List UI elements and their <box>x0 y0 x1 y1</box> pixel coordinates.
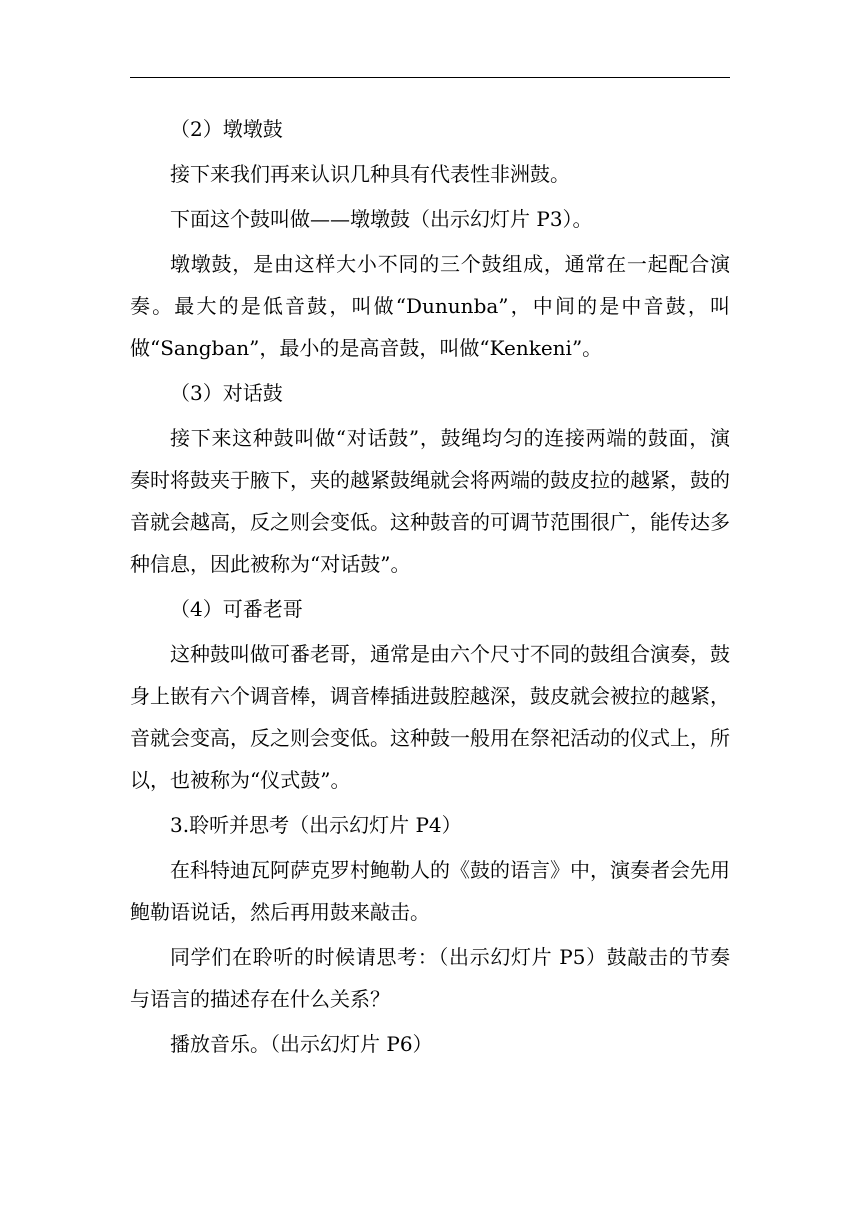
paragraph-talking-drum-description: 接下来这种鼓叫做“对话鼓”，鼓绳均匀的连接两端的鼓面，演奏时将鼓夹于腋下，夹的越紧鼓绳就会将两端的鼓皮拉的越紧，鼓的音就会越高，反之则会变低。这种鼓音的可调节范围很广，能传达多种信息，因此被称为“对话鼓”。 <box>130 426 730 576</box>
paragraph-intro-african-drums: 接下来我们再来认识几种具有代表性非洲鼓。 <box>170 162 570 186</box>
paragraph-dundun-description: 墩墩鼓，是由这样大小不同的三个鼓组成，通常在一起配合演奏。最大的是低音鼓，叫做“Dununba”，中间的是中音鼓，叫做“Sangban”，最小的是高音鼓，叫做“Kenkeni”。 <box>130 252 730 360</box>
paragraph-listening-question: 同学们在聆听的时候请思考：（出示幻灯片 P5）鼓敲击的节奏与语言的描述存在什么关系？ <box>130 945 730 1011</box>
paragraph-kpanlogo-description: 这种鼓叫做可番老哥，通常是由六个尺寸不同的鼓组合演奏，鼓身上嵌有六个调音棒，调音棒插进鼓腔越深，鼓皮就会被拉的越紧，音就会变高，反之则会变低。这种鼓一般用在祭祀活动的仪式上，所以，也被称为“仪式鼓”。 <box>130 642 730 792</box>
paragraph-play-music: 播放音乐。（出示幻灯片 P6） <box>170 1032 433 1056</box>
paragraph-language-of-drums: 在科特迪瓦阿萨克罗村鲍勒人的《鼓的语言》中，演奏者会先用鲍勒语说话，然后再用鼓来敲击。 <box>130 858 730 924</box>
paragraph-dundun-slide: 下面这个鼓叫做——墩墩鼓（出示幻灯片 P3）。 <box>170 207 593 231</box>
section-heading-kpanlogo: （4）可番老哥 <box>170 597 303 621</box>
document-body <box>130 108 730 1068</box>
section-heading-listen-think: 3.聆听并思考（出示幻灯片 P4） <box>170 813 462 837</box>
section-heading-talking-drum: （3）对话鼓 <box>170 381 283 405</box>
header-rule <box>130 77 730 78</box>
section-heading-dundun-drum: （2）墩墩鼓 <box>170 117 283 141</box>
